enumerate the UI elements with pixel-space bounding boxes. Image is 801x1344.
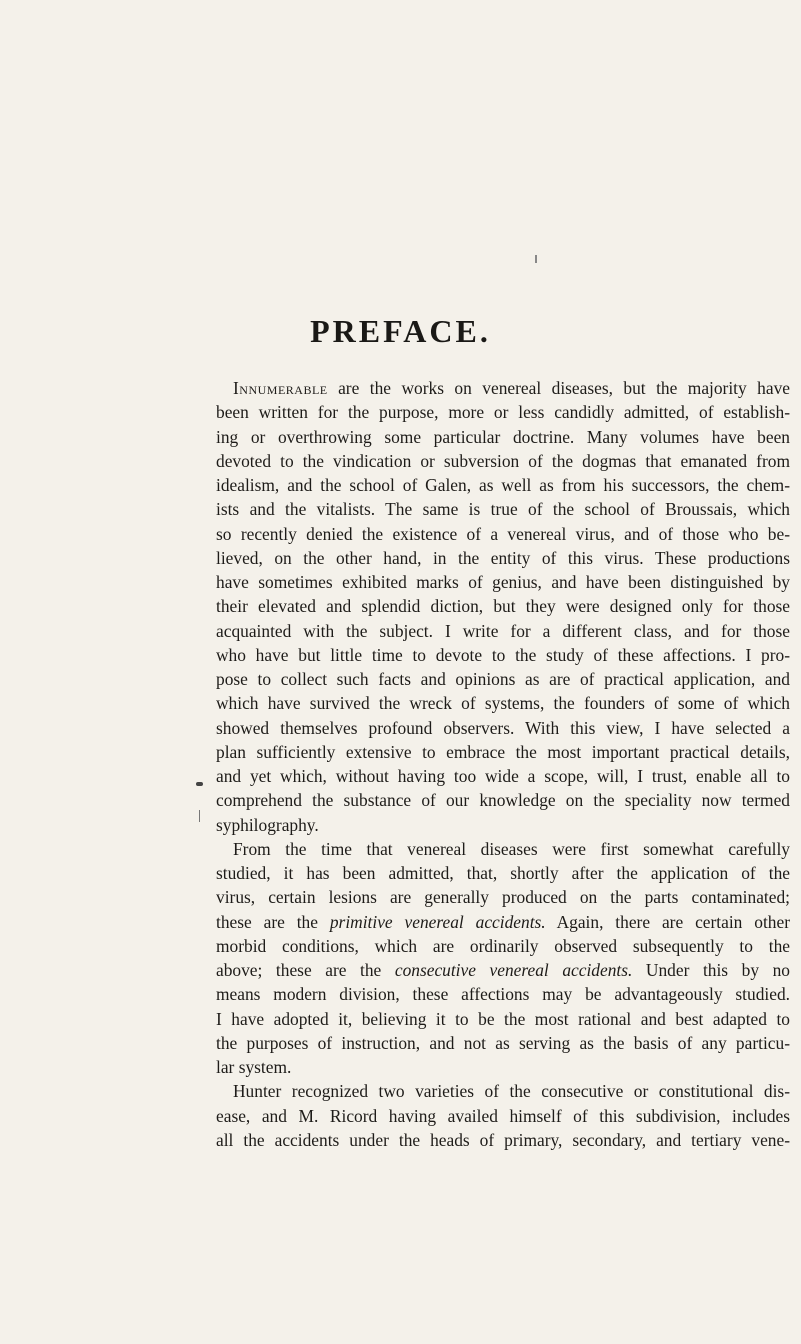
text-line: ists and the vitalists. The same is true of the school of Broussais, which — [216, 499, 790, 520]
text-line: so recently denied the existence of a venereal virus, and of those who be- — [216, 523, 790, 544]
text-line: studied, it has been admitted, that, shortly after the application of the — [216, 863, 790, 883]
text-line: their elevated and splendid diction, but they were designed only for those — [216, 596, 790, 617]
text-line: the purposes of instruction, and not as serving as the basis of any particu- — [216, 1032, 790, 1053]
text-line — [216, 910, 790, 934]
text-line — [216, 376, 790, 400]
text-line: means modern division, these affections may be advantageously studied. — [216, 984, 790, 1005]
text-line: syphilography. — [216, 814, 319, 835]
text-line: plan sufficiently extensive to embrace the most important practical details, — [216, 741, 790, 762]
line-text: Again, there are certain other — [545, 911, 790, 932]
text-line: idealism, and the school of Galen, as well as from his successors, the chem- — [216, 475, 790, 495]
text-line: have sometimes exhibited marks of genius, and have been distinguished by — [216, 572, 790, 592]
line-text: above; these are the — [216, 960, 395, 980]
text-line: which have survived the wreck of systems, the founders of some of which — [216, 693, 790, 714]
print-speck — [535, 255, 537, 263]
text-line: devoted to the vindication or subversion of the dogmas that emanated from — [216, 450, 790, 471]
text-line: lar system. — [216, 1057, 292, 1077]
text-line: all the accidents under the heads of primary, secondary, and tertiary vene- — [216, 1129, 790, 1150]
text-line: pose to collect such facts and opinions as are of practical application, and — [216, 669, 790, 689]
text-line: virus, certain lesions are generally produced on the parts contaminated; — [216, 887, 790, 908]
paragraph-3 — [216, 1079, 790, 1152]
emphasis-text: primitive venereal accidents. — [329, 911, 546, 932]
paragraph-2 — [216, 837, 790, 1080]
text-line: ease, and M. Ricord having availed himself of this subdivision, includes — [216, 1105, 790, 1126]
line-text: are the works on venereal diseases, but the majority have — [327, 378, 790, 398]
text-line: I have adopted it, believing it to be the most rational and best adapted to — [216, 1008, 790, 1029]
line-text: these are the — [216, 911, 330, 932]
text-line: comprehend the substance of our knowledge on the speciality now termed — [216, 790, 790, 811]
emphasis-text: consecutive venereal accidents. — [394, 960, 633, 980]
preface-body — [216, 376, 790, 1152]
line-text: Under this by no — [632, 960, 790, 980]
text-line — [216, 958, 790, 982]
paragraph-1 — [216, 376, 790, 837]
text-line: been written for the purpose, more or less candidly admitted, of establish- — [216, 402, 790, 423]
margin-tick — [199, 810, 200, 822]
page-title: PREFACE. — [310, 313, 491, 349]
text-line: Hunter recognized two varieties of the consecutive or constitutional dis- — [233, 1081, 790, 1102]
text-line: ing or overthrowing some particular doctrine. Many volumes have been — [216, 426, 790, 447]
text-line: and yet which, without having too wide a scope, will, I trust, enable all to — [216, 766, 790, 786]
margin-mark — [196, 782, 203, 786]
text-line: From the time that venereal diseases were first somewhat carefully — [233, 838, 790, 859]
text-line: acquainted with the subject. I write for a different class, and for those — [216, 620, 790, 641]
lead-word: Innumerable — [233, 378, 328, 398]
text-line: lieved, on the other hand, in the entity of this virus. These productions — [216, 547, 790, 568]
text-line: who have but little time to devote to the study of these affections. I pro- — [216, 644, 790, 665]
text-line: showed themselves profound observers. With this view, I have selected a — [216, 717, 790, 738]
text-line: morbid conditions, which are ordinarily observed subsequently to the — [216, 935, 790, 956]
